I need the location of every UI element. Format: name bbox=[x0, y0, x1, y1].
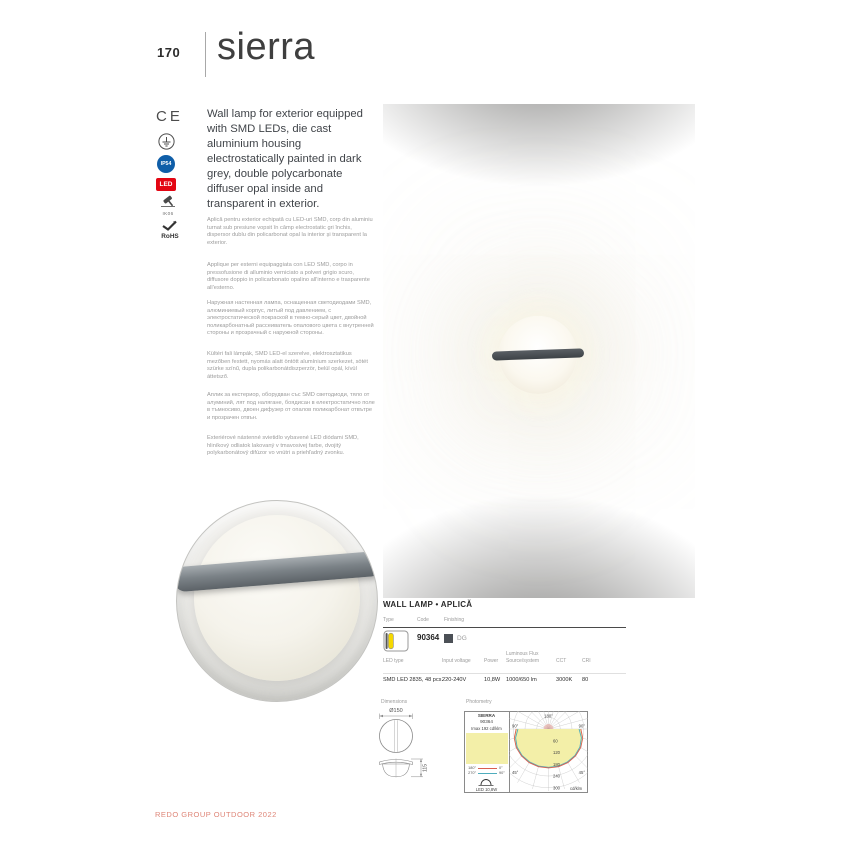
svg-text:45°: 45° bbox=[512, 770, 519, 775]
ik06-rating bbox=[157, 194, 179, 216]
product-title: sierra bbox=[217, 26, 316, 68]
table-rule bbox=[383, 627, 626, 628]
description-russian: Наружная настенная лампа, оснащенная светодиодами SMD, алюминиевый корпус, литый под давлением, с электростатической покраской в темно-серый цвет, двойной поликарбонатный рассеиватель опалового цвета с внутренней стороны и прозрачный с наружной стороны. bbox=[207, 300, 374, 337]
hammer-icon bbox=[160, 195, 176, 207]
legend-plane-2b: 90° bbox=[499, 770, 505, 775]
product-render-image bbox=[176, 500, 378, 702]
section-heading: WALL LAMP • APLICĂ bbox=[383, 600, 473, 609]
col-cri: CRI bbox=[582, 658, 591, 664]
lamp-profile-icon bbox=[478, 777, 494, 787]
photometry-imax: Imax 192 cd/klm bbox=[471, 725, 502, 731]
val-cct: 3000K bbox=[556, 677, 573, 683]
svg-text:90°: 90° bbox=[512, 723, 519, 729]
svg-text:90°: 90° bbox=[578, 723, 585, 729]
description-italian: Applique per esterni equipaggiata con LED SMD, corpo in pressofusione di alluminio verniciato a polveri grigio scuro, diffusore doppio in policarbonato opalino all'interno e trasparente all'esterno. bbox=[207, 262, 370, 291]
finishing-code: DG bbox=[457, 635, 467, 642]
col-led-type: LED type bbox=[383, 658, 404, 664]
col-source-system: Source/system bbox=[506, 658, 540, 664]
description-hungarian: Kültéri fali lámpák, SMD LED-el szerelve, elektrosztatikus mezőben festett, nyomás alatt öntött alumínium szerkezet, sötét szürke színű, dupla polikarbonátdiszperzör, belül opál, kívül áttetsző. bbox=[207, 351, 368, 380]
dimension-drawing bbox=[375, 705, 430, 785]
col-code: Code bbox=[417, 617, 429, 623]
led-label: LED bbox=[159, 181, 173, 188]
ce-mark-icon: CE bbox=[156, 108, 183, 125]
header-divider bbox=[205, 32, 206, 77]
val-led-type: SMD LED 2835, 48 pcs. bbox=[383, 677, 444, 683]
photo-lamp-band bbox=[492, 348, 584, 360]
ik06-label: IK06 bbox=[162, 211, 174, 216]
page-number: 170 bbox=[157, 45, 181, 60]
photometry-label: Photometry bbox=[466, 699, 492, 705]
type-icon bbox=[383, 630, 409, 652]
product-code: 90364 bbox=[417, 633, 440, 642]
val-luminous-flux: 1000/650 lm bbox=[506, 677, 537, 683]
val-cri: 80 bbox=[582, 677, 589, 683]
dimensions-label: Dimensions bbox=[381, 699, 408, 705]
svg-text:60: 60 bbox=[553, 738, 558, 744]
val-power: 10,8W bbox=[484, 677, 501, 683]
svg-text:180: 180 bbox=[553, 761, 560, 767]
legend-line-c90 bbox=[478, 773, 497, 774]
svg-text:cd/klm: cd/klm bbox=[570, 786, 583, 791]
ip54-label: IP54 bbox=[160, 161, 172, 167]
finishing-swatch bbox=[444, 634, 453, 643]
legend-plane-1b: 0° bbox=[499, 765, 503, 770]
rohs-mark bbox=[157, 218, 183, 240]
footer-edition: REDO GROUP OUTDOOR 2022 bbox=[155, 810, 277, 819]
col-power: Power bbox=[484, 658, 499, 664]
svg-text:120: 120 bbox=[553, 750, 560, 755]
photometry-code: 90364 bbox=[480, 719, 493, 724]
legend-line-c0 bbox=[478, 768, 497, 769]
description-slovak: Exteriérové nástenné svietidlo vybavené LED diódami SMD, hliníkový odliatok lakovaný v tmavosivej farbe, dvojitý polykarbonátový difúzor vo vnútri a priehľadný zvonku. bbox=[207, 435, 359, 457]
col-cct: CCT bbox=[556, 658, 567, 664]
led-badge-icon bbox=[156, 178, 176, 191]
height-value: 115 bbox=[422, 764, 429, 772]
col-finishing: Finishing bbox=[444, 617, 465, 623]
check-icon bbox=[160, 220, 180, 231]
svg-text:45°: 45° bbox=[578, 770, 585, 775]
legend-plane-2: 270° bbox=[468, 770, 476, 775]
svg-text:300: 300 bbox=[553, 785, 560, 791]
ip54-badge-icon bbox=[157, 155, 175, 173]
photometry-color-swatch bbox=[466, 733, 508, 764]
photometry-model: SIERRA bbox=[477, 713, 496, 718]
col-luminous-flux: Luminous Flux bbox=[506, 651, 539, 657]
description-english: Wall lamp for exterior equipped with SMD LEDs, die cast aluminium housing electrostatically painted in dark grey, double polycarbonate diffuser opal inside and transparent in exterior. bbox=[207, 108, 363, 210]
description-romanian: Aplică pentru exterior echipată cu LED-uri SMD, corp din aluminiu turnat sub presiune vopsit în câmp electrostatic gri închis, dispersor dublu din policarbonat opal la interior și transparent la exterior. bbox=[207, 217, 373, 246]
photometric-polar-chart bbox=[509, 711, 588, 793]
diameter-value: Ø150 bbox=[389, 708, 403, 714]
protection-class-icon bbox=[158, 133, 175, 155]
description-bulgarian: Аплик за екстериор, оборудван със SMD светодиоди, тяло от алуминий, лят под налягане, боядисан в електростатично поле в тъмносиво, двоен дифузер от опалов поликарбонат отвътре и прозрачен отвън. bbox=[207, 392, 375, 421]
ambience-photo bbox=[383, 104, 695, 598]
svg-text:240: 240 bbox=[553, 773, 560, 779]
table-rule-light bbox=[383, 673, 626, 674]
rohs-label: RoHS bbox=[161, 233, 179, 240]
col-input-voltage: Input voltage bbox=[442, 658, 471, 664]
photometry-power: LED 10,8W bbox=[475, 786, 498, 792]
opal-diffuser bbox=[194, 515, 360, 681]
col-type: Type bbox=[383, 617, 394, 623]
svg-text:180°: 180° bbox=[544, 713, 553, 719]
legend-plane-1: 180° bbox=[468, 765, 476, 770]
val-input-voltage: 220-240V bbox=[442, 677, 467, 683]
